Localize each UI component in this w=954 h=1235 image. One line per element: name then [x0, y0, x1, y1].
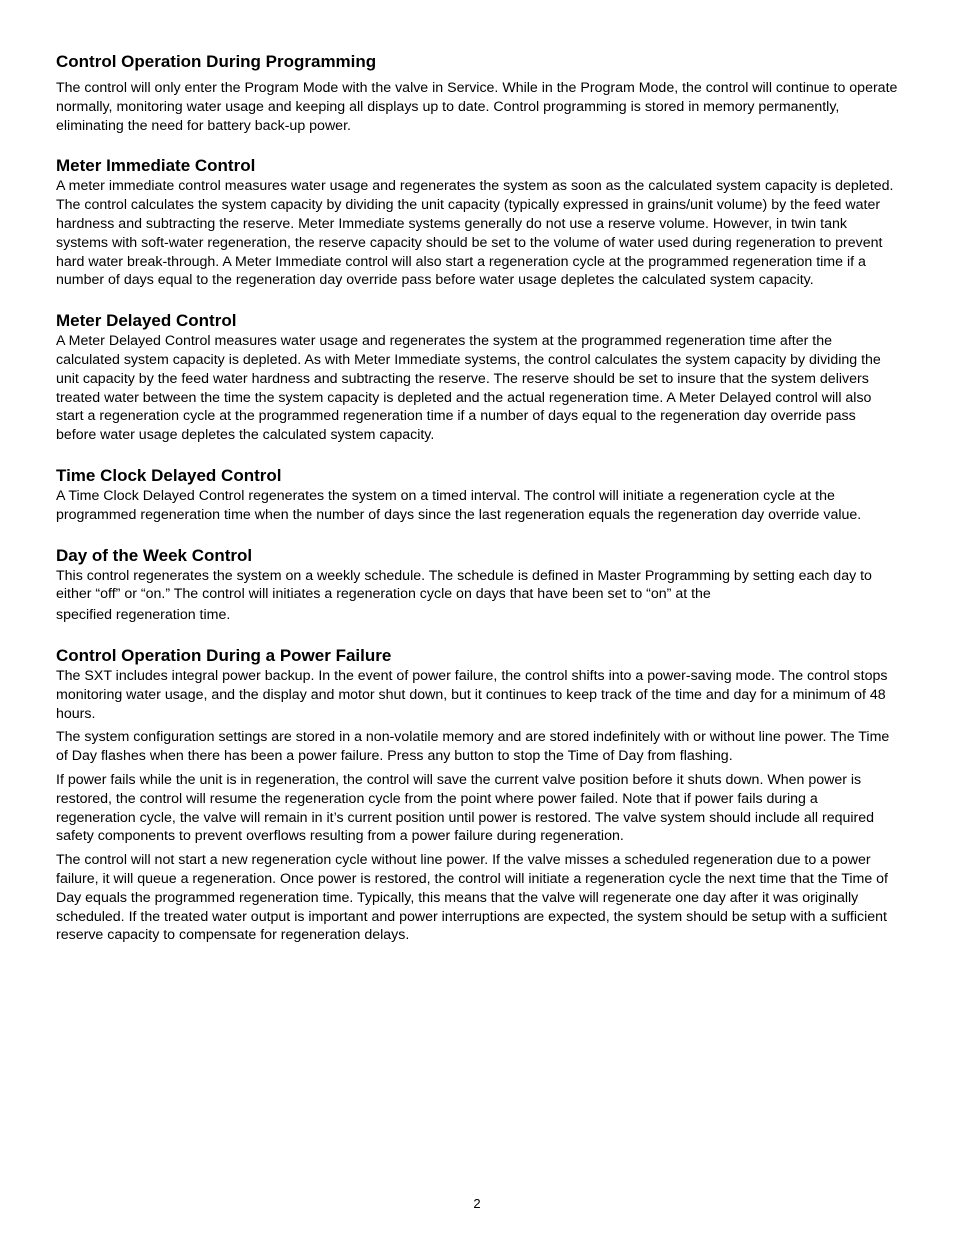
section-paragraph: If power fails while the unit is in regeneration, the control will save the current valve position before it shuts down. When power is restored, the control will resume the regeneration cycle from the point where power failed. Note that if power fails during a regeneration cycle, the valve will remain in it’s current position until power is restored. The valve system should include all required safety components to prevent overflows resulting from a power failure during regeneration.: [56, 771, 875, 845]
section-paragraph: The system configuration settings are stored in a non-volatile memory and are stored indefinitely with or without line power. The Time of Day flashes when there has been a power failure. Press any button to stop the Time of Day from flashing.: [56, 729, 890, 765]
section-paragraph: A Time Clock Delayed Control regenerates the system on a timed interval. The control will initiate a regeneration cycle at the programmed regeneration time when the number of days since the last regeneration equals the regeneration day override value.: [56, 487, 862, 523]
section-day-of-week: [56, 546, 898, 625]
section-paragraph-continuation: specified regeneration time.: [56, 607, 231, 624]
document-page: [56, 52, 898, 945]
section-paragraph: A Meter Delayed Control measures water usage and regenerates the system at the programmed regeneration time after the calculated system capacity is depleted. As with Meter Immediate systems, the control calculates the system capacity by dividing the unit capacity by the feed water hardness and subtracting the reserve. The reserve should be set to insure that the system delivers treated water between the time the system capacity is depleted and the actual regeneration time. A Meter Delayed control will also start a regeneration cycle at the programmed regeneration time if a number of days equal to the regeneration day override pass before water usage depletes the calculated system capacity.: [56, 333, 881, 444]
section-paragraph: The control will not start a new regeneration cycle without line power. If the valve misses a scheduled regeneration due to a power failure, it will queue a regeneration. Once power is restored, the control will initiate a regeneration cycle the next time that the Time of Day equals the programmed regeneration time. Typically, this means that the valve will regenerate one day after it was originally scheduled. If the treated water output is important and power interruptions are expected, the system should be setup with a sufficient reserve capacity to compensate for regeneration delays.: [56, 852, 888, 944]
section-heading: Control Operation During a Power Failure: [56, 645, 392, 665]
section-paragraph: The SXT includes integral power backup. In the event of power failure, the control shifts into a power-saving mode. The control stops monitoring water usage, and the display and motor shut down, but it continues to keep track of the time and day for a minimum of 48 hours.: [56, 667, 888, 722]
section-paragraph: This control regenerates the system on a weekly schedule. The schedule is defined in Master Programming by setting each day to either “off” or “on.” The control will initiates a regeneration cycle on days that have been set to “on” at the: [56, 567, 872, 603]
section-programming: [56, 52, 898, 135]
section-power-failure: [56, 646, 898, 945]
section-time-clock-delayed: [56, 466, 898, 525]
section-heading: Time Clock Delayed Control: [56, 465, 282, 485]
page-number: 2: [473, 1196, 481, 1211]
section-meter-delayed: [56, 311, 898, 445]
section-heading: Control Operation During Programming: [56, 52, 377, 71]
section-heading: Meter Delayed Control: [56, 311, 237, 331]
section-meter-immediate: [56, 156, 898, 290]
section-paragraph: A meter immediate control measures water usage and regenerates the system as soon as the calculated system capacity is depleted. The control calculates the system capacity by dividing the unit capacity (typically expressed in grains/unit volume) by the feed water hardness and subtracting the reserve. Meter Immediate systems generally do not use a reserve volume. However, in twin tank systems with soft-water regeneration, the reserve capacity should be set to the volume of water used during regeneration to prevent hard water break-through. A Meter Immediate control will also start a regeneration cycle at the programmed regeneration time if a number of days equal to the regeneration day override pass before water usage depletes the calculated system capacity.: [56, 178, 894, 289]
section-heading: Day of the Week Control: [56, 545, 253, 565]
section-paragraph: The control will only enter the Program Mode with the valve in Service. While in the Program Mode, the control will continue to operate normally, monitoring water usage and keeping all displays up to date. Control programming is stored in memory permanently, eliminating the need for battery back-up power.: [56, 80, 898, 134]
section-heading: Meter Immediate Control: [56, 156, 256, 176]
